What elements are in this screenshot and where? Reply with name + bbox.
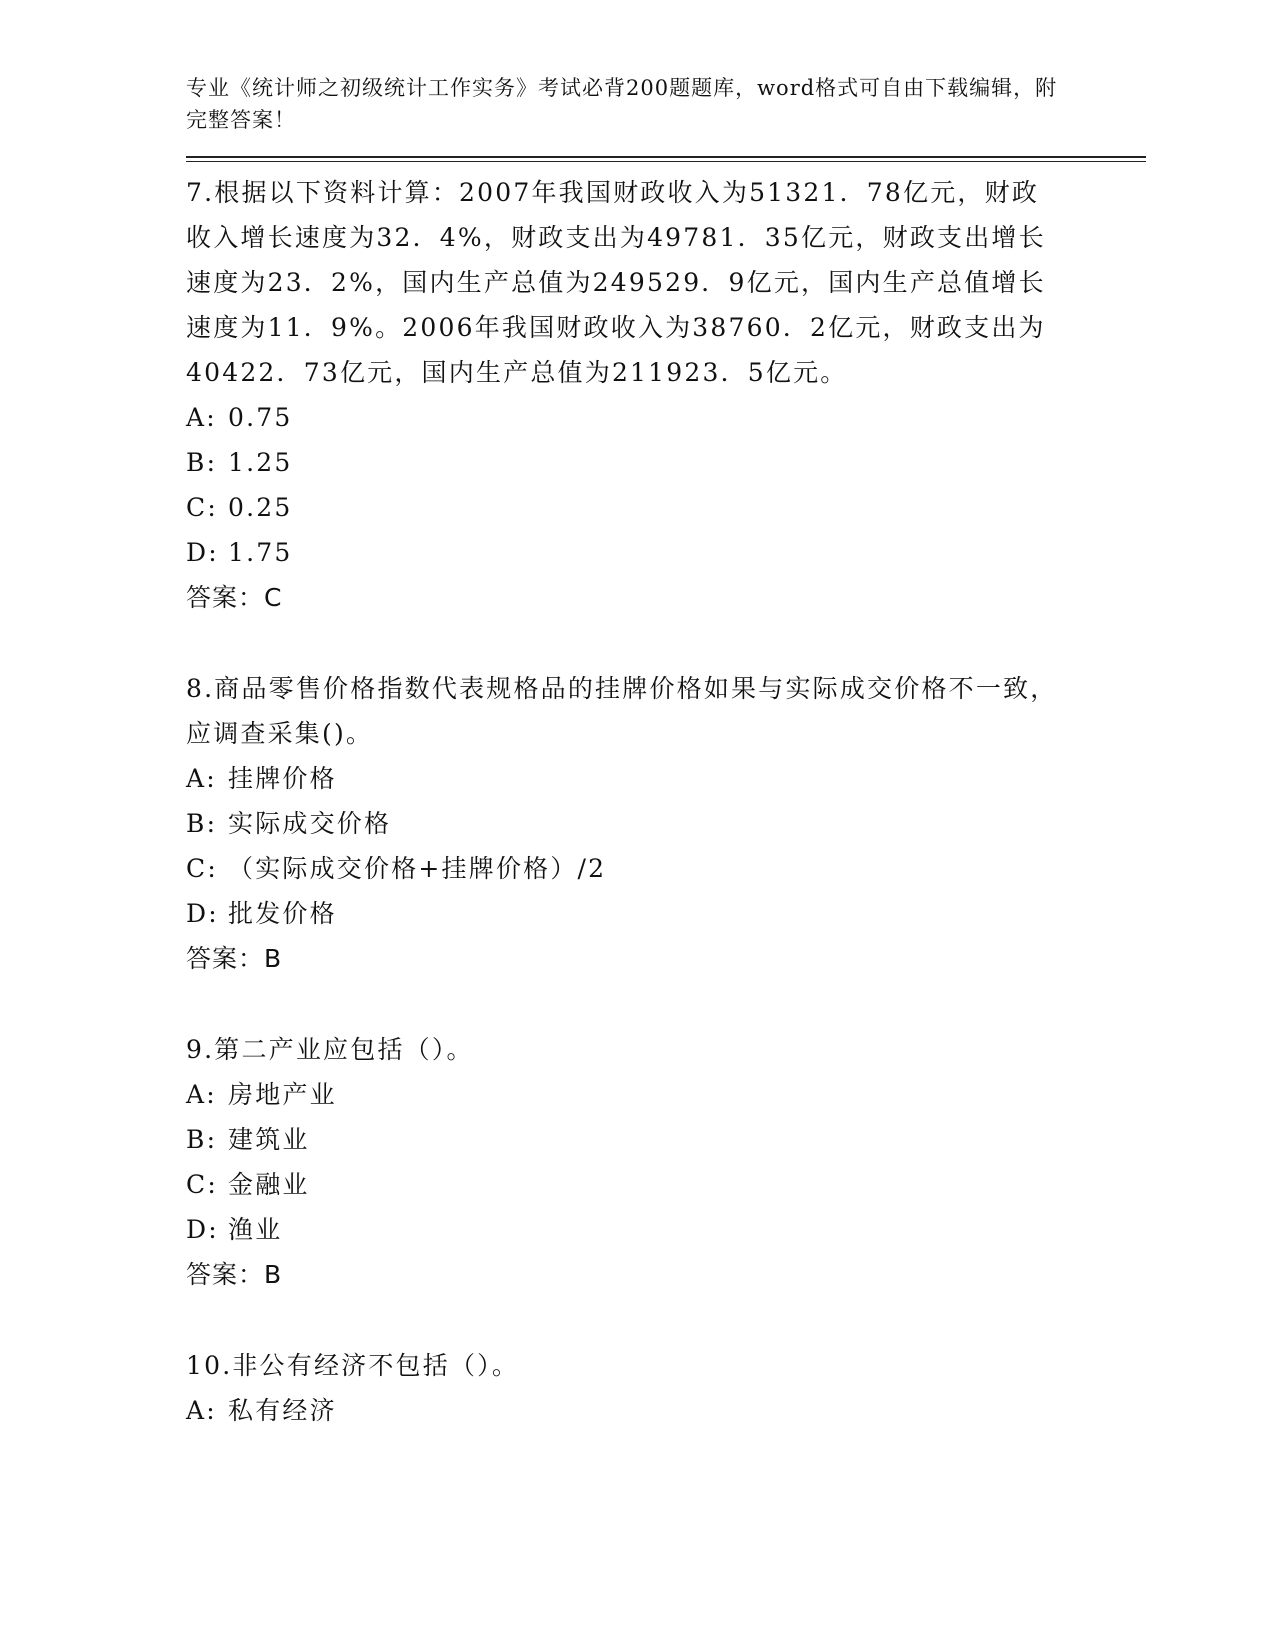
- option-letter: D:: [186, 1215, 219, 1244]
- question-7: [186, 170, 1146, 620]
- divider-line-bottom: [186, 161, 1146, 162]
- option-letter: D:: [186, 899, 219, 928]
- option-a: [186, 756, 1146, 801]
- option-letter: A:: [186, 1080, 217, 1109]
- option-letter: B:: [186, 809, 218, 838]
- option-b: [186, 440, 1146, 485]
- option-d: [186, 1207, 1146, 1252]
- option-letter: C:: [186, 854, 218, 883]
- option-text: 实际成交价格: [228, 809, 392, 838]
- option-a: [186, 1072, 1146, 1117]
- option-a: [186, 1388, 1146, 1433]
- answer-line: 答案：C: [186, 583, 283, 612]
- option-text: 私有经济: [228, 1396, 337, 1425]
- option-text: 1.25: [228, 448, 293, 477]
- option-text: 0.25: [228, 493, 293, 522]
- divider-line-top: [186, 156, 1146, 158]
- option-d: [186, 891, 1146, 936]
- option-letter: B:: [186, 1125, 218, 1154]
- question-text: 9.第二产业应包括（）。: [186, 1035, 474, 1064]
- option-letter: A:: [186, 764, 217, 793]
- option-text: 渔业: [228, 1215, 283, 1244]
- question-text: 7.根据以下资料计算：2007年我国财政收入为51321．78亿元，财政收入增长速度为32．4%，财政支出为49781．35亿元，财政支出增长速度为23．2%，国内生产总值为249529．9亿元，国内生产总值增长速度为11．9%。2006年我国财政收入为38760．2亿元，财政支出为40422．73亿元，国内生产总值为211923．5亿元。: [186, 178, 1046, 387]
- option-letter: A:: [186, 403, 217, 432]
- option-text: 房地产业: [228, 1080, 337, 1109]
- option-text: 1.75: [228, 538, 293, 567]
- header-divider: [186, 156, 1146, 162]
- option-text: 建筑业: [228, 1125, 310, 1154]
- option-c: [186, 485, 1146, 530]
- option-text: 金融业: [228, 1170, 310, 1199]
- option-text: 批发价格: [228, 899, 337, 928]
- answer-line: 答案：B: [186, 1260, 283, 1289]
- document-header: 专业《统计师之初级统计工作实务》考试必背200题题库，word格式可自由下载编辑，附完整答案！: [186, 76, 1058, 132]
- question-spacer: [186, 981, 1146, 1027]
- option-a: [186, 395, 1146, 440]
- option-letter: C:: [186, 1170, 218, 1199]
- option-text: 0.75: [228, 403, 293, 432]
- option-b: [186, 1117, 1146, 1162]
- option-letter: C:: [186, 493, 218, 522]
- question-text: 10.非公有经济不包括（）。: [186, 1351, 520, 1380]
- option-text: （实际成交价格+挂牌价格）/2: [228, 854, 607, 883]
- question-spacer: [186, 1297, 1146, 1343]
- option-b: [186, 801, 1146, 846]
- option-letter: A:: [186, 1396, 217, 1425]
- question-text: 8.商品零售价格指数代表规格品的挂牌价格如果与实际成交价格不一致，应调查采集()。: [186, 674, 1058, 748]
- question-spacer: [186, 620, 1146, 666]
- document-page: [186, 72, 1146, 1433]
- question-9: [186, 1027, 1146, 1297]
- option-letter: D:: [186, 538, 219, 567]
- option-letter: B:: [186, 448, 218, 477]
- option-d: [186, 530, 1146, 575]
- option-c: [186, 846, 1146, 891]
- option-c: [186, 1162, 1146, 1207]
- option-text: 挂牌价格: [228, 764, 337, 793]
- answer-line: 答案：B: [186, 944, 283, 973]
- question-10: [186, 1343, 1146, 1433]
- question-8: [186, 666, 1146, 981]
